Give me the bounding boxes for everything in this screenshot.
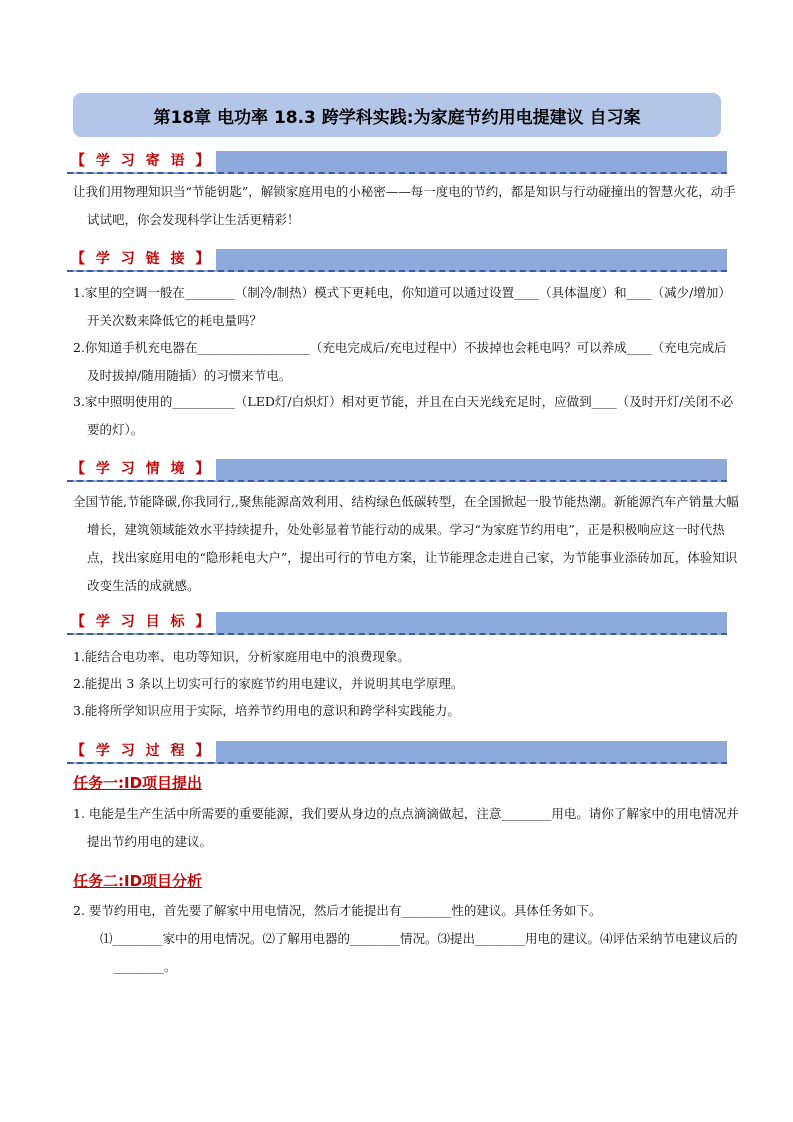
mubiao-item-1: 1.能结合电功率、电功等知识，分析家庭用电中的浪费现象。 [73, 649, 410, 664]
task1-text: 1. 电能是生产生活中所需要的重要能源，我们要从身边的点点滴滴做起，注意________用电。请你了解家中的用电情况并提出节约用电的建议。 [73, 806, 739, 849]
task2-subtasks: ⑴________家中的用电情况。⑵了解用电器的________情况。⑶提出________用电的建议。⑷评估采纳节电建议后的________。 [100, 931, 738, 974]
section-bar-jiyu [67, 151, 727, 174]
jiyu-text: 让我们用物理知识当“节能钥匙”，解锁家庭用电的小秘密——每一度电的节约，都是知识与行动碰撞出的智慧火花，动手试试吧，你会发现科学让生活更精彩！ [73, 184, 736, 227]
page-title: 第18章 电功率 18.3 跨学科实践:为家庭节约用电提建议 自习案 [73, 93, 721, 137]
lianjie-item-3: 3.家中照明使用的__________（LED灯/白炽灯）相对更节能，并且在白天光线充足时，应做到____（及时开灯/关闭不必要的灯）。 [73, 394, 734, 437]
section-bar-mubiao [67, 612, 727, 635]
qingjing-text: 全国节能,节能降碳,你我同行,,聚焦能源高效利用、结构绿色低碳转型，在全国掀起一股节能热潮。新能源汽车产销量大幅增长，建筑领域能效水平持续提升，处处彰显着节能行动的成果。学习“为家庭节约用电”，正是积极响应这一时代热点，找出家庭用电的“隐形耗电大户”，提出可行的节电方案，让节能理念走进自己家，为节能事业添砖加瓦，体验知识改变生活的成就感。 [73, 494, 739, 593]
section-label-lianjie: 【 学 习 链 接 】 [67, 249, 216, 270]
section-label-mubiao: 【 学 习 目 标 】 [67, 612, 216, 633]
lianjie-item-1: 1.家里的空调一般在________（制冷/制热）模式下更耗电，你知道可以通过设置____（具体温度）和____（减少/增加）开关次数来降低它的耗电量吗？ [73, 285, 731, 328]
section-label-jiyu: 【 学 习 寄 语 】 [67, 151, 216, 172]
lianjie-item-2: 2.你知道手机充电器在__________________（充电完成后/充电过程中）不拔掉也会耗电吗？可以养成____（充电完成后及时拔掉/随用随插）的习惯来节电。 [73, 340, 727, 383]
mubiao-item-2: 2.能提出 3 条以上切实可行的家庭节约用电建议，并说明其电学原理。 [73, 676, 464, 691]
section-label-guocheng: 【 学 习 过 程 】 [67, 741, 216, 762]
section-label-qingjing: 【 学 习 情 境 】 [67, 459, 216, 480]
section-bar-guocheng [67, 741, 727, 764]
task2-title: 任务二:ID项目分析 [73, 872, 203, 890]
task1-title: 任务一:ID项目提出 [73, 774, 203, 792]
section-bar-lianjie [67, 249, 727, 272]
mubiao-item-3: 3.能将所学知识应用于实际，培养节约用电的意识和跨学科实践能力。 [73, 703, 460, 718]
section-bar-qingjing [67, 459, 727, 482]
task2-text: 2. 要节约用电，首先要了解家中用电情况，然后才能提出有________性的建议。具体任务如下。 [73, 903, 602, 918]
